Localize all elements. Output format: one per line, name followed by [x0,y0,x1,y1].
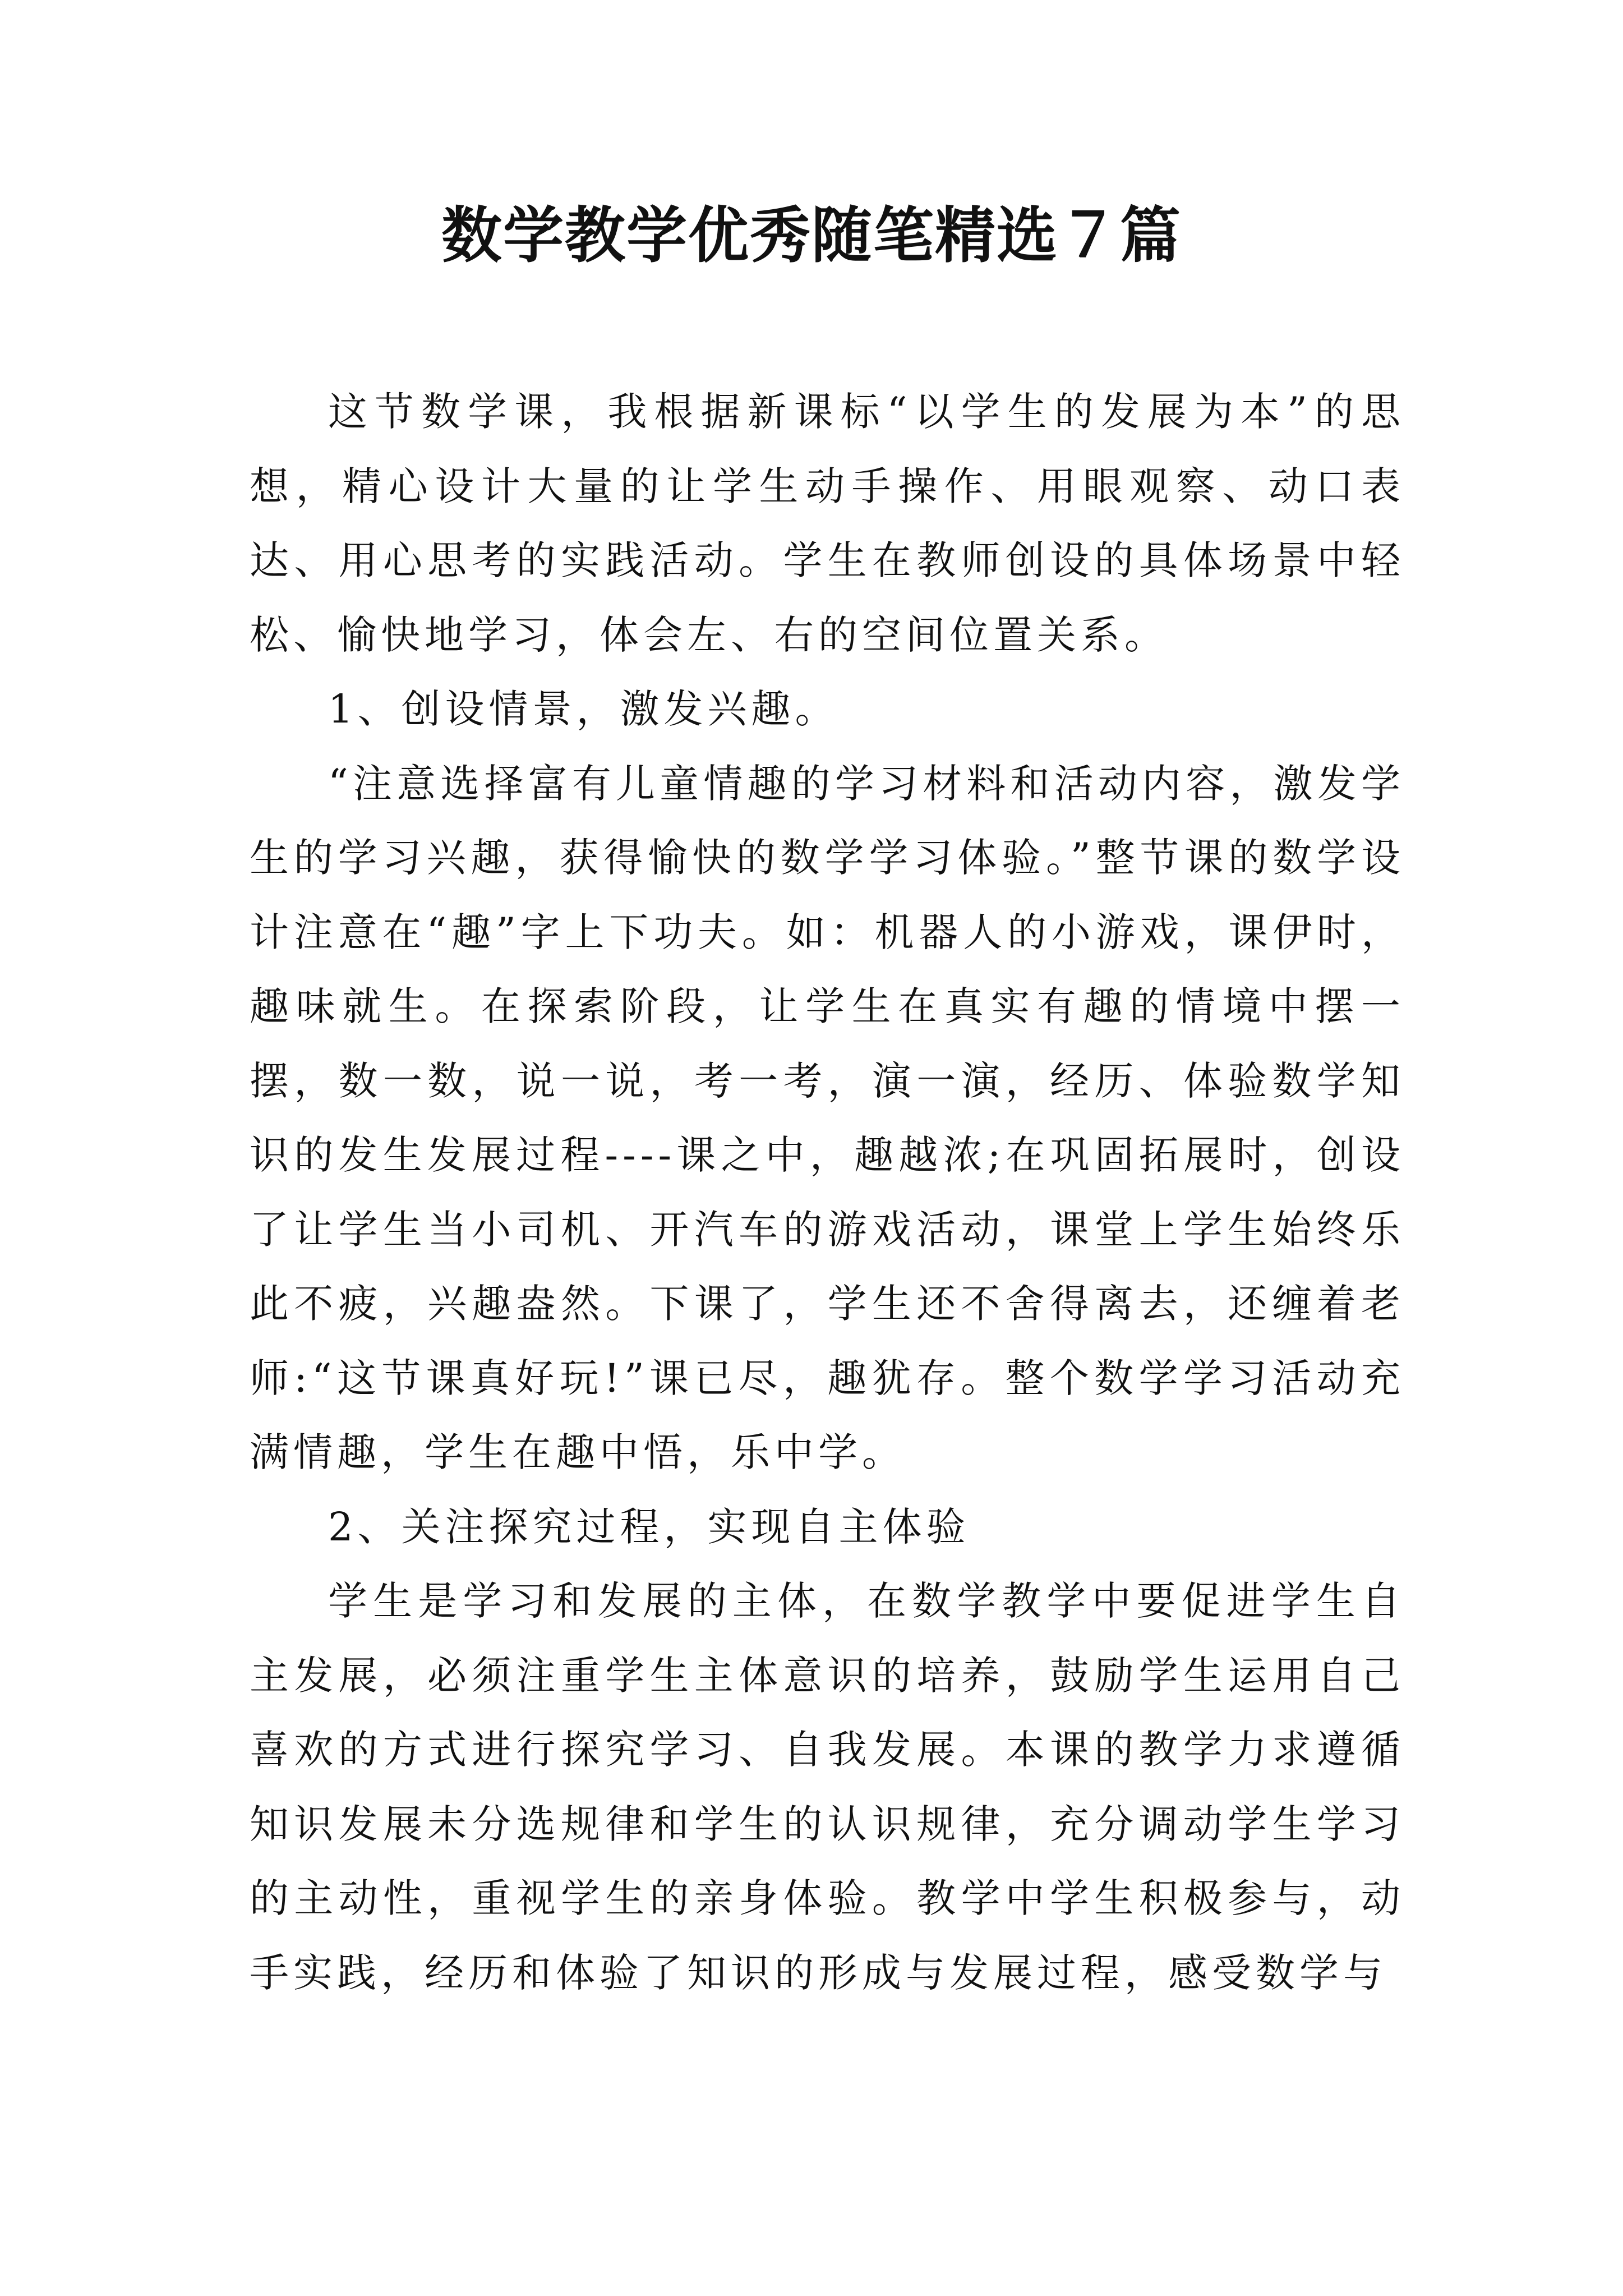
document-title: 数学教学优秀随笔精选７篇 [441,200,1182,271]
paragraph-section-2: 学生是学习和发展的主体，在数学教学中要促进学生自主发展，必须注重学生主体意识的培养，鼓励学生运用自己喜欢的方式进行探究学习、自我发展。本课的教学力求遵循知识发展未分选规律和学生的认识规律，充分调动学生学习的主动性，重视学生的亲身体验。教学中学生积极参与，动手实践，经历和体验了知识的形成与发展过程，感受数学与 [250,1578,1405,1996]
section-heading-1: 1、创设情景，激发兴趣。 [328,686,839,732]
paragraph-intro: 这节数学课，我根据新课标“以学生的发展为本”的思想，精心设计大量的让学生动手操作、用眼观察、动口表达、用心思考的实践活动。学生在教师创设的具体场景中轻松、愉快地学习，体会左、右的空间位置关系。 [250,389,1405,658]
document-body [250,375,1405,2010]
section-heading-2: 2、关注探究过程，实现自主体验 [328,1503,970,1550]
paragraph-section-1: “注意选择富有儿童情趣的学习材料和活动内容，激发学生的学习兴趣，获得愉快的数学学习体验。”整节课的数学设计注意在“趣”字上下功夫。如：机器人的小游戏，课伊时，趣味就生。在探索阶段，让学生在真实有趣的情境中摆一摆，数一数，说一说，考一考，演一演，经历、体验数学知识的发生发展过程----课之中，趣越浓;在巩固拓展时，创设了让学生当小司机、开汽车的游戏活动，课堂上学生始终乐此不疲，兴趣盎然。下课了，学生还不舍得离去，还缠着老师:“这节课真好玩!”课已尽，趣犹存。整个数学学习活动充满情趣，学生在趣中悟，乐中学。 [250,760,1405,1475]
